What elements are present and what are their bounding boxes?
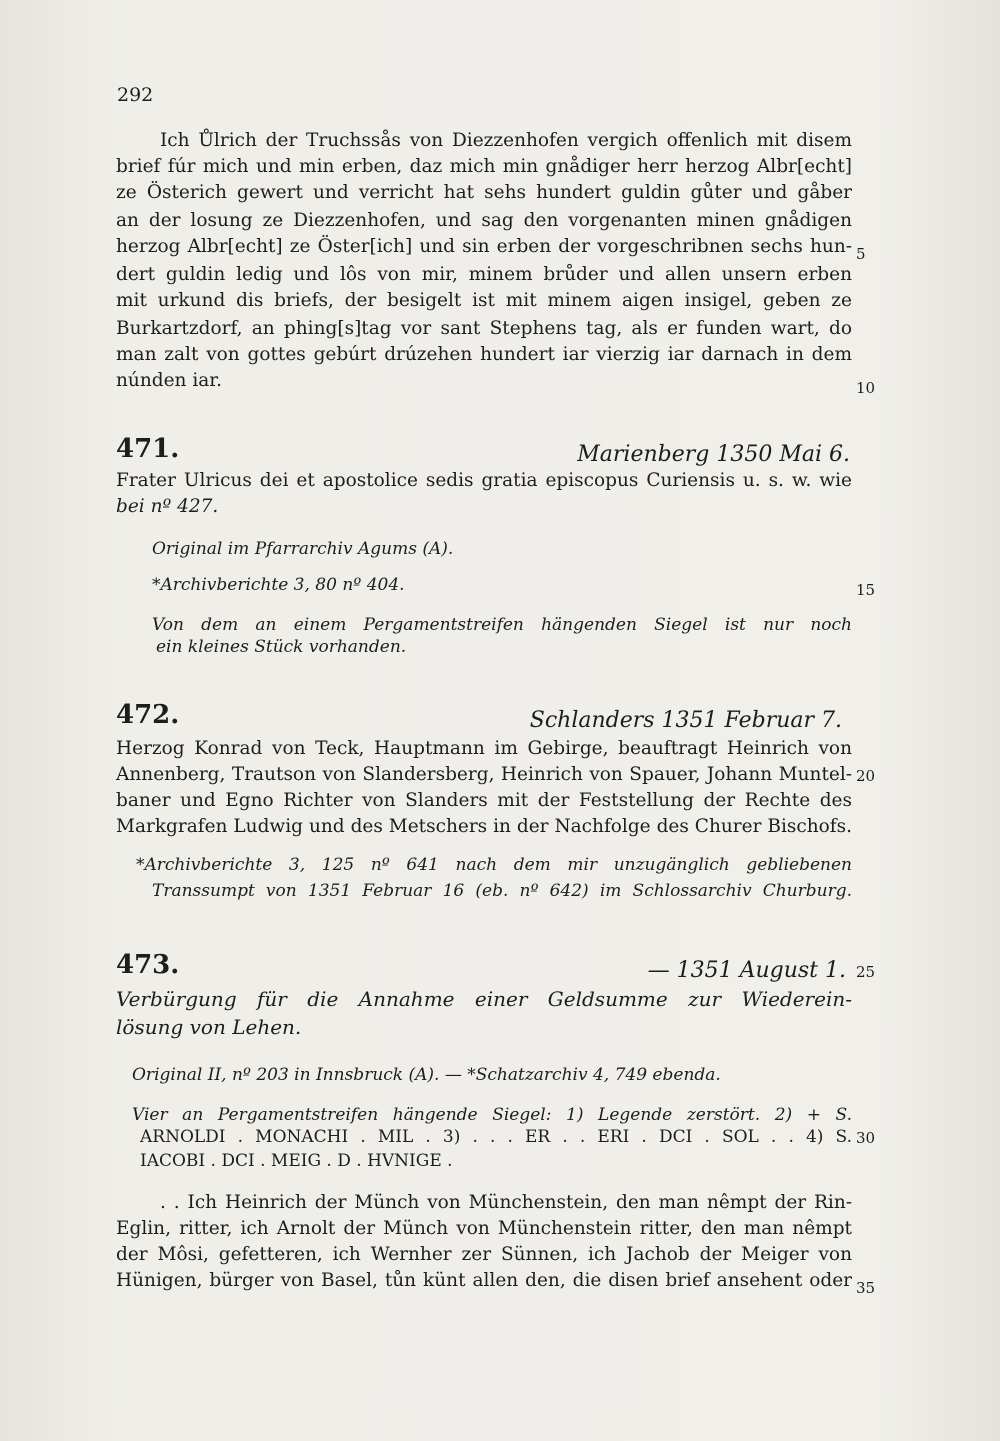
regest-title: lösung von Lehen. <box>116 1015 302 1039</box>
margin-line-number: 20 <box>856 767 876 785</box>
document-number-472: 472. <box>116 700 180 730</box>
text-line-italic: bei nº 427. <box>116 496 219 517</box>
regest-title: Verbürgung für die Annahme einer Geldsumme zur Wiederein- <box>116 987 852 1011</box>
margin-line-number: 5 <box>856 245 866 263</box>
document-place-date-471: Marienberg 1350 Mai 6. <box>577 442 850 467</box>
text-line: ze Österich gewert und verricht hat sehs hundert guldin gůter und gåber <box>116 182 852 203</box>
seal-legend: ARNOLDI . MONACHI . MIL . 3) . . . ER . . ERI . DCI . SOL . . 4) S. <box>140 1127 852 1147</box>
archive-note: Original II, nº 203 in Innsbruck (A). — *Schatzarchiv 4, 749 ebenda. <box>132 1065 721 1085</box>
margin-line-number: 10 <box>856 379 876 397</box>
text-line: dert guldin ledig und lôs von mir, minem brůder und allen unsern erben <box>116 264 852 285</box>
text-line: Eglin, ritter, ich Arnolt der Münch von Münchenstein ritter, den man nêmpt <box>116 1218 852 1239</box>
margin-line-number: 25 <box>856 963 876 981</box>
seal-note: ein kleines Stück vorhanden. <box>156 637 407 657</box>
text-line: brief fúr mich und min erben, daz mich min gnådiger herr herzog Albr[echt] <box>116 156 852 177</box>
archive-note: Original im Pfarrarchiv Agums (A). <box>152 539 454 559</box>
document-number-471: 471. <box>116 434 180 464</box>
page-number: 292 <box>117 84 154 106</box>
margin-line-number: 15 <box>856 581 876 599</box>
text-line: an der losung ze Diezzenhofen, und sag den vorgenanten minen gnådigen <box>116 210 852 231</box>
text-line: Burkartzdorf, an phing[s]tag vor sant Stephens tag, als er funden wart, do <box>116 318 852 339</box>
text-line <box>116 494 852 520</box>
text-line: man zalt von gottes gebúrt drúzehen hundert iar vierzig iar darnach in dem <box>116 344 852 365</box>
text-line: Markgrafen Ludwig und des Metschers in der Nachfolge des Churer Bischofs. <box>116 816 852 837</box>
archive-note: *Archivberichte 3, 80 nº 404. <box>152 575 405 595</box>
text-line: Herzog Konrad von Teck, Hauptmann im Gebirge, beauftragt Heinrich von <box>116 738 852 759</box>
seal-note: Vier an Pergamentstreifen hängende Siegel: 1) Legende zerstört. 2) + S. <box>132 1105 852 1125</box>
document-place-date-472: Schlanders 1351 Februar 7. <box>529 708 842 733</box>
text-line: núnden iar. <box>116 370 222 391</box>
text-line: . . Ich Heinrich der Münch von Münchenstein, den man nêmpt der Rin- <box>160 1192 852 1213</box>
document-place-date-473: — 1351 August 1. <box>647 958 846 983</box>
archive-note: *Archivberichte 3, 125 nº 641 nach dem mir unzugänglich gebliebenen <box>136 855 852 875</box>
text-line: baner und Egno Richter von Slanders mit der Feststellung der Rechte des <box>116 790 852 811</box>
text-line: Ich Ůlrich der Truchssås von Diezzenhofen vergich offenlich mit disem <box>160 130 852 151</box>
document-number-473: 473. <box>116 950 180 980</box>
text-line: Frater Ulricus dei et apostolice sedis gratia episcopus Curiensis u. s. w. wie <box>116 470 852 491</box>
archive-note: Transsumpt von 1351 Februar 16 (eb. nº 642) im Schlossarchiv Churburg. <box>152 881 852 901</box>
text-line: mit urkund dis briefs, der besigelt ist mit minem aigen insigel, geben ze <box>116 290 852 311</box>
margin-line-number: 30 <box>856 1129 876 1147</box>
text-line: herzog Albr[echt] ze Öster[ich] und sin erben der vorgeschribnen sechs hun- <box>116 236 852 257</box>
seal-legend: IACOBI . DCI . MEIG . D . HVNIGE . <box>140 1151 453 1171</box>
text-line: Annenberg, Trautson von Slandersberg, Heinrich von Spauer, Johann Muntel- <box>116 764 852 785</box>
margin-line-number: 35 <box>856 1279 876 1297</box>
seal-note: Von dem an einem Pergamentstreifen hängenden Siegel ist nur noch <box>152 615 852 635</box>
text-line: Hünigen, bürger von Basel, tůn künt allen den, die disen brief ansehent oder <box>116 1270 852 1291</box>
text-line: der Môsi, gefetteren, ich Wernher zer Sünnen, ich Jachob der Meiger von <box>116 1244 852 1265</box>
